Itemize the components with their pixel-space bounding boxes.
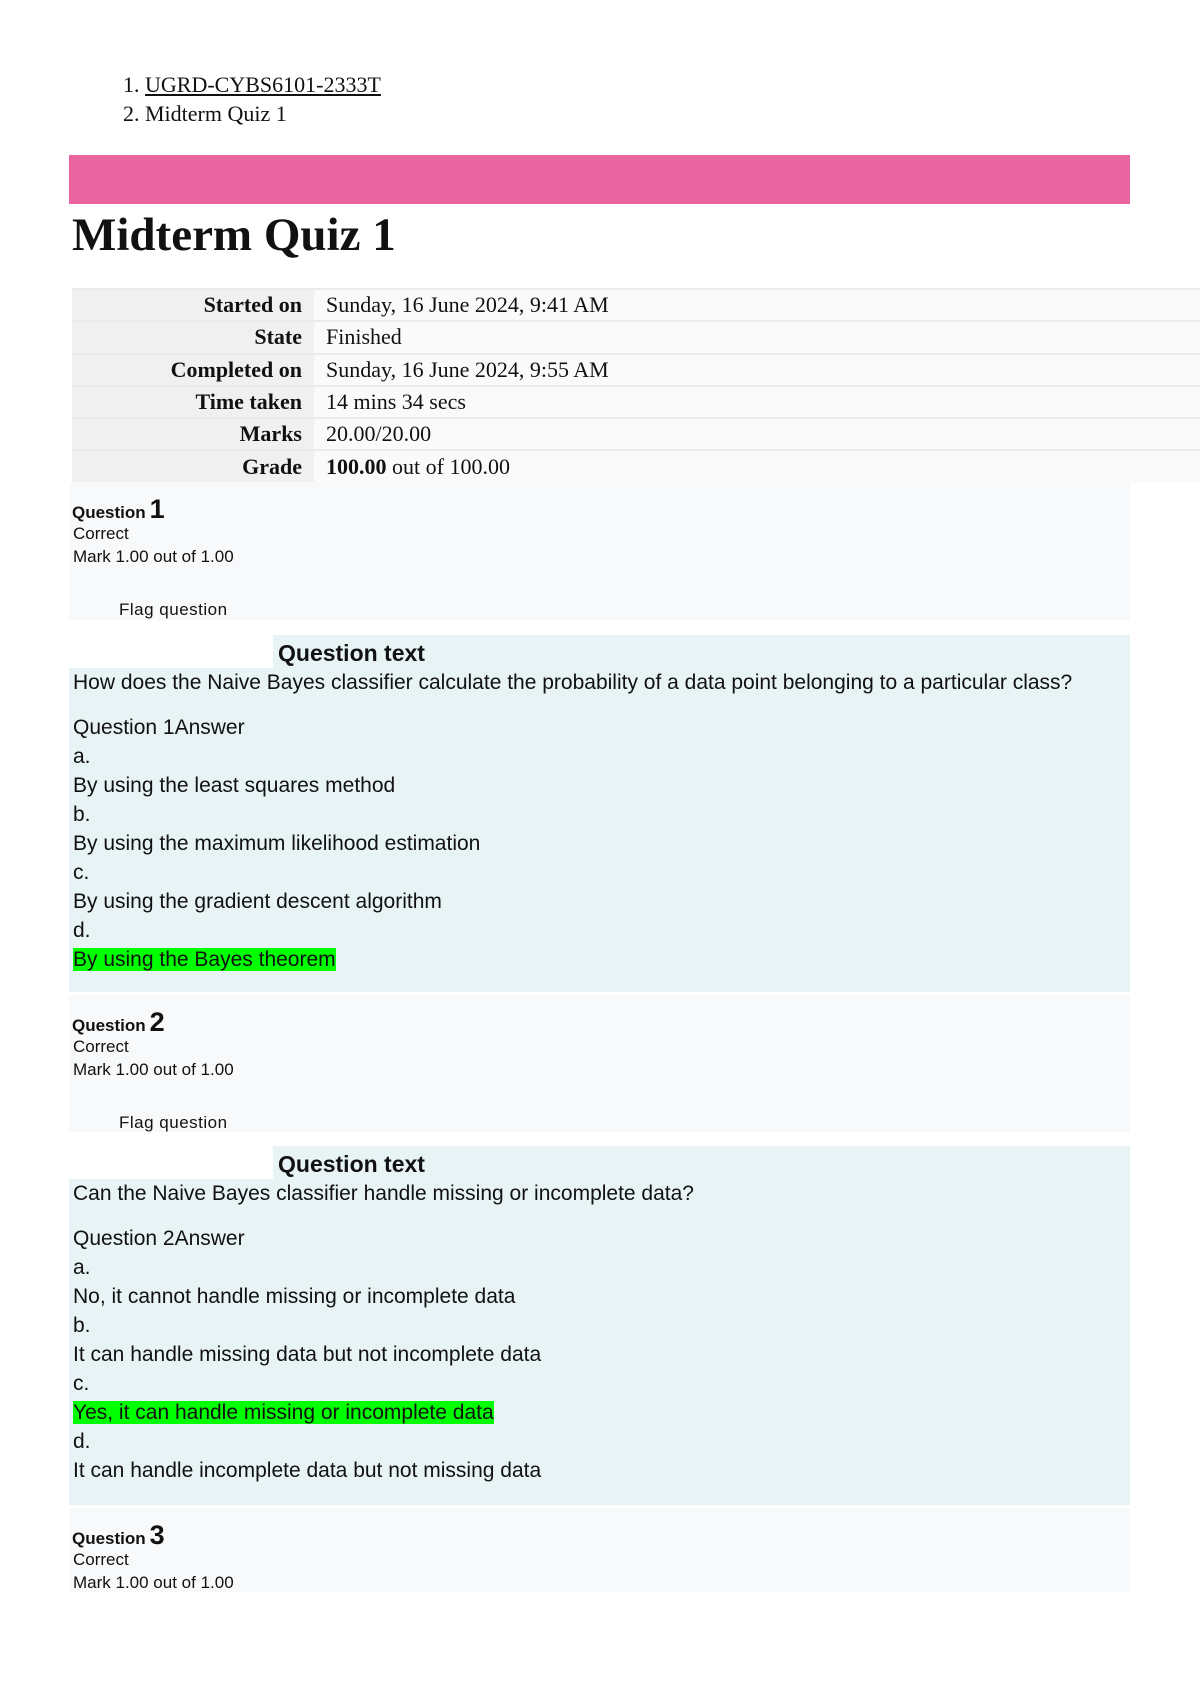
- row-value: 20.00/20.00: [314, 418, 1200, 450]
- row-label: Marks: [72, 418, 314, 450]
- grade-value: 100.00: [326, 454, 387, 480]
- row-label: Time taken: [72, 386, 314, 418]
- question-text: How does the Naive Bayes classifier calculate the probability of a data point belonging to a particular class?: [73, 671, 1073, 694]
- option-d[interactable]: It can handle incomplete data but not missing data: [73, 1459, 542, 1482]
- page-title: Midterm Quiz 1: [72, 209, 396, 261]
- option-b[interactable]: By using the maximum likelihood estimation: [73, 832, 481, 855]
- question-text: Can the Naive Bayes classifier handle missing or incomplete data?: [73, 1182, 694, 1205]
- table-row: [72, 418, 1200, 450]
- table-row: [72, 289, 1200, 321]
- option-letter: a.: [73, 745, 91, 768]
- table-row: [72, 450, 1200, 482]
- option-letter: c.: [73, 861, 90, 884]
- row-value: 14 mins 34 secs: [314, 386, 1200, 418]
- option-letter: c.: [73, 1372, 90, 1395]
- breadcrumb-course-link[interactable]: UGRD-CYBS6101-2333T: [145, 72, 381, 97]
- row-label: Started on: [72, 289, 314, 321]
- question-grade: Mark 1.00 out of 1.00: [73, 1060, 234, 1079]
- option-d-correct[interactable]: By using the Bayes theorem: [73, 948, 336, 971]
- question-grade: Mark 1.00 out of 1.00: [73, 1573, 234, 1592]
- question-state: Correct: [73, 1550, 129, 1569]
- table-row: [72, 386, 1200, 418]
- attempt-summary-table: [72, 288, 1200, 483]
- row-value: Finished: [314, 321, 1200, 353]
- row-value: Sunday, 16 June 2024, 9:55 AM: [314, 354, 1200, 386]
- grade-total: out of 100.00: [386, 454, 510, 480]
- question-1-info: [69, 482, 1130, 620]
- option-letter: a.: [73, 1256, 91, 1279]
- breadcrumb-item: 2. Midterm Quiz 1: [145, 99, 381, 128]
- breadcrumb-item: [145, 70, 381, 99]
- question-text-heading: Question text: [273, 635, 1130, 668]
- question-state: Correct: [73, 1037, 129, 1056]
- option-letter: b.: [73, 1314, 91, 1337]
- row-label: State: [72, 321, 314, 353]
- question-2-info: [69, 995, 1130, 1132]
- question-2-content: [69, 1146, 1130, 1505]
- flag-question-button[interactable]: Flag question: [119, 600, 228, 619]
- row-label: Completed on: [72, 354, 314, 386]
- option-c-correct[interactable]: Yes, it can handle missing or incomplete data: [73, 1401, 494, 1424]
- table-row: [72, 354, 1200, 386]
- option-c[interactable]: By using the gradient descent algorithm: [73, 890, 442, 913]
- question-state: Correct: [73, 524, 129, 543]
- header-banner: [69, 155, 1130, 204]
- row-value: [314, 450, 1200, 482]
- question-number: Question 3: [72, 1520, 165, 1550]
- question-3-info: [69, 1508, 1130, 1592]
- question-number: Question 1: [72, 494, 165, 524]
- question-1-content: [69, 635, 1130, 992]
- row-value: Sunday, 16 June 2024, 9:41 AM: [314, 289, 1200, 321]
- answer-label: Question 2Answer: [73, 1227, 245, 1250]
- option-letter: d.: [73, 919, 91, 942]
- option-a[interactable]: By using the least squares method: [73, 774, 396, 797]
- row-label: Grade: [72, 450, 314, 482]
- question-number: Question 2: [72, 1007, 165, 1037]
- option-letter: b.: [73, 803, 91, 826]
- table-row: [72, 321, 1200, 353]
- option-a[interactable]: No, it cannot handle missing or incomplete data: [73, 1285, 516, 1308]
- question-text-heading: Question text: [273, 1146, 1130, 1179]
- option-b[interactable]: It can handle missing data but not incomplete data: [73, 1343, 542, 1366]
- option-letter: d.: [73, 1430, 91, 1453]
- flag-question-button[interactable]: Flag question: [119, 1113, 228, 1132]
- breadcrumb: [108, 70, 381, 128]
- answer-label: Question 1Answer: [73, 716, 245, 739]
- question-grade: Mark 1.00 out of 1.00: [73, 547, 234, 566]
